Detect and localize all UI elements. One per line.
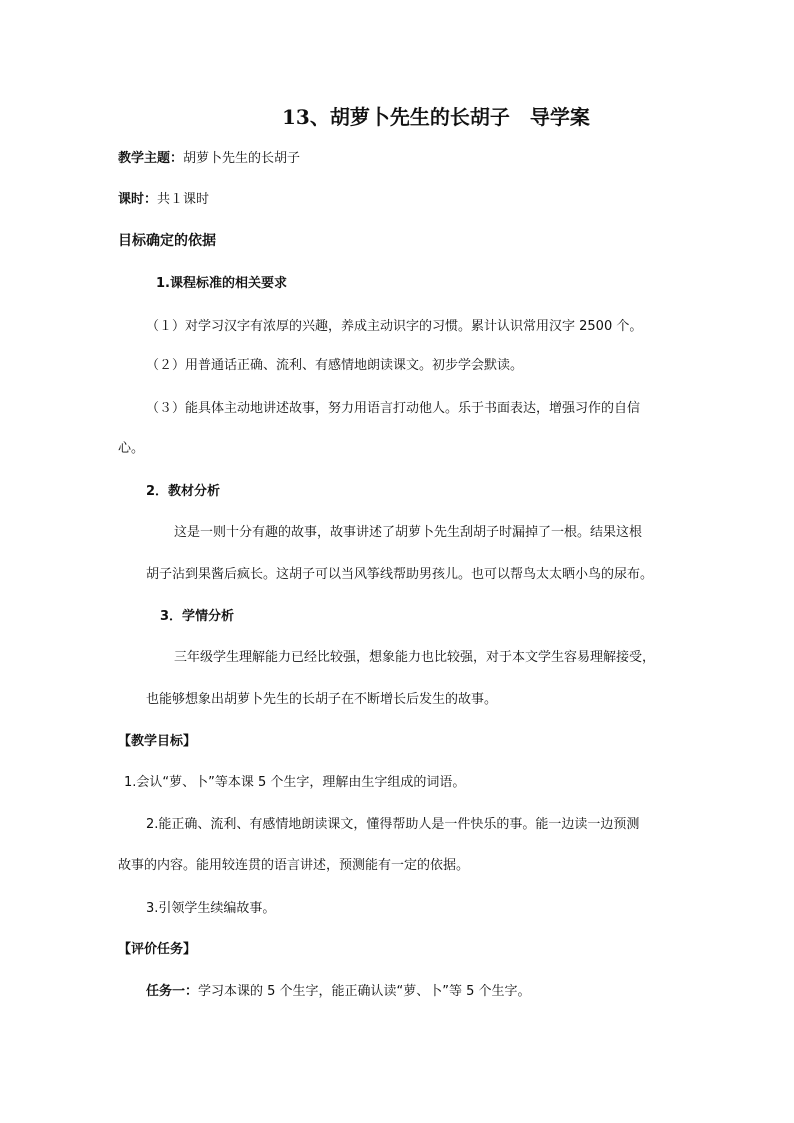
task-1 (146, 983, 531, 1001)
standard-item-3-cont: 心。 (118, 441, 145, 456)
task-1-label: 任务一： (146, 984, 199, 999)
goal-2: 2.能正确、流利、有感情地朗读课文，懂得帮助人是一件快乐的事。能一边读一边预测 (146, 817, 640, 832)
topic-value: 胡萝卜先生的长胡子 (183, 151, 301, 166)
topic-line (118, 150, 300, 168)
hours-label: 课时： (118, 192, 158, 207)
learner-analysis-line-1: 三年级学生理解能力已经比较强，想象能力也比较强，对于本文学生容易理解接受， (174, 650, 656, 665)
textbook-analysis-line-1: 这是一则十分有趣的故事，故事讲述了胡萝卜先生刮胡子时漏掉了一根。结果这根 (174, 525, 643, 540)
topic-label: 教学主题： (118, 151, 184, 166)
hours-line (118, 191, 209, 209)
section-3-heading: 3．学情分析 (160, 609, 235, 624)
goal-3: 3.引领学生续编故事。 (146, 901, 276, 916)
evaluation-tasks-heading: 【评价任务】 (118, 942, 197, 957)
section-2-heading: 2．教材分析 (146, 484, 221, 499)
learner-analysis-line-2: 也能够想象出胡萝卜先生的长胡子在不断增长后发生的故事。 (146, 692, 498, 707)
basis-heading: 目标确定的依据 (118, 233, 216, 249)
standard-item-2: （２）用普通话正确、流利、有感情地朗读课文。初步学会默读。 (146, 358, 524, 373)
goal-2-cont: 故事的内容。能用较连贯的语言讲述，预测能有一定的依据。 (118, 858, 470, 873)
standard-item-3: （３）能具体主动地讲述故事，努力用语言打动他人。乐于书面表达，增强习作的自信 (146, 401, 641, 416)
goal-1: 1.会认“萝、卜”等本课 5 个生字，理解由生字组成的词语。 (124, 775, 466, 790)
hours-value: 共１课时 (157, 192, 210, 207)
textbook-analysis-line-2: 胡子沾到果酱后疯长。这胡子可以当风筝线帮助男孩儿。也可以帮鸟太太晒小鸟的尿布。 (146, 567, 654, 582)
standard-item-1: （１）对学习汉字有浓厚的兴趣，养成主动识字的习惯。累计认识常用汉字 2500 个。 (146, 319, 643, 334)
task-1-text: 学习本课的 5 个生字，能正确认读“萝、卜”等 5 个生字。 (198, 984, 531, 999)
section-1-heading: 1.课程标准的相关要求 (156, 276, 287, 291)
teaching-goals-heading: 【教学目标】 (118, 734, 197, 749)
page-title: 13、胡萝卜先生的长胡子 导学案 (282, 105, 590, 129)
